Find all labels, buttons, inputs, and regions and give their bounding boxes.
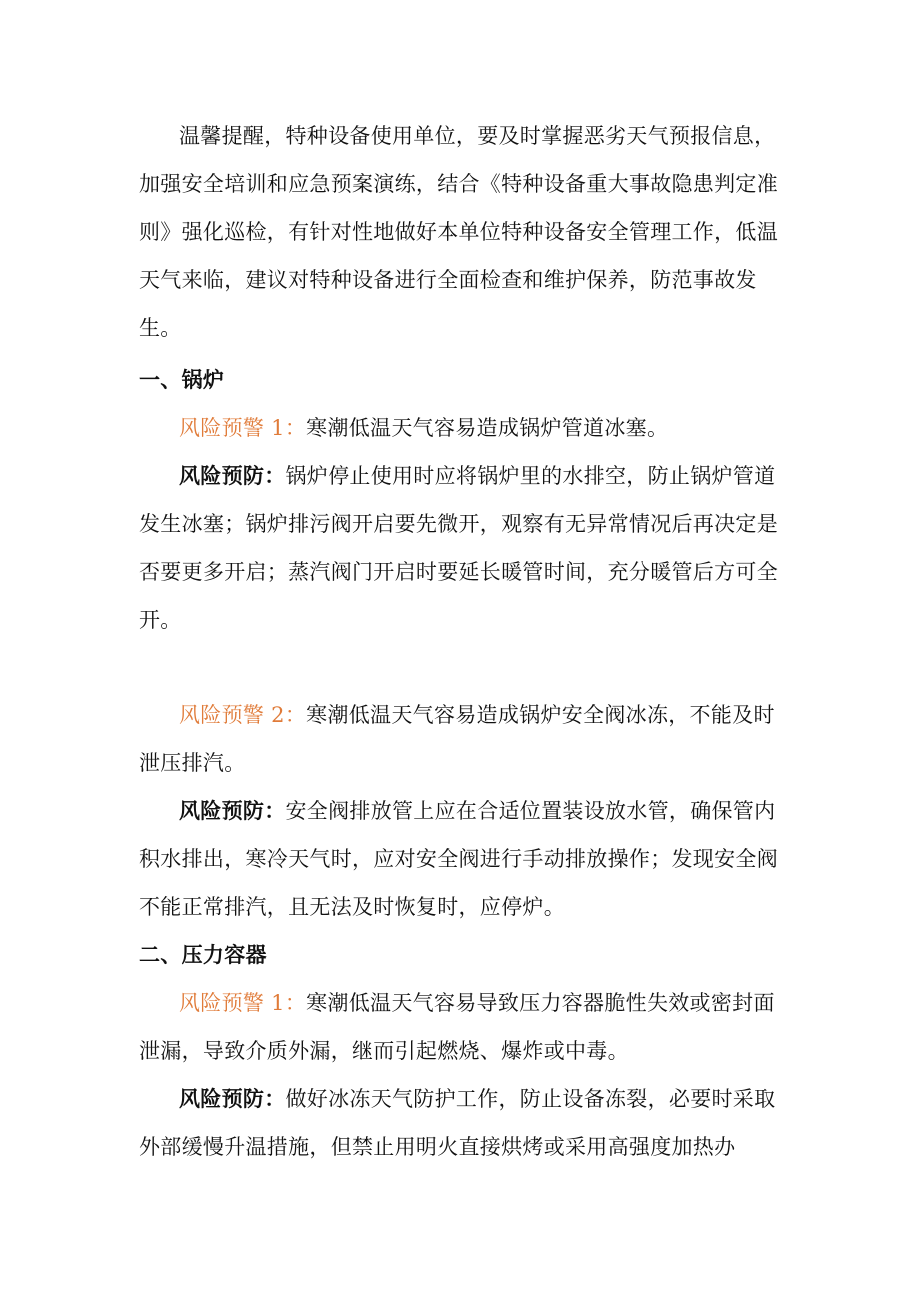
risk-prevention-1-pressure-vessel bbox=[139, 1075, 789, 1171]
risk-warning-1-boiler bbox=[139, 404, 789, 452]
risk-prevention-label: 风险预防： bbox=[179, 463, 286, 488]
risk-prevention-text: 做好冰冻天气防护工作，防止设备冻裂，必要时采取外部缓慢升温措施，但禁止用明火直接烘烤或采用高强度加热办 bbox=[139, 1087, 776, 1159]
risk-warning-text: 寒潮低温天气容易导致压力容器脆性失效或密封面泄漏，导致介质外漏，继而引起燃烧、爆炸或中毒。 bbox=[139, 991, 775, 1063]
risk-prevention-text: 锅炉停止使用时应将锅炉里的水排空，防止锅炉管道发生冰塞；锅炉排污阀开启要先微开，观察有无异常情况后再决定是否要更多开启；蒸汽阀门开启时要延长暖管时间，充分暖管后方可全开。 bbox=[139, 464, 778, 632]
risk-warning-1-pressure-vessel bbox=[139, 979, 789, 1075]
risk-warning-2-boiler bbox=[139, 691, 789, 787]
risk-prevention-label: 风险预防： bbox=[179, 798, 286, 823]
section-heading-boiler: 一、锅炉 bbox=[139, 367, 225, 392]
risk-warning-label: 风险预警 1： bbox=[179, 991, 307, 1015]
risk-warning-label: 风险预警 1： bbox=[179, 416, 307, 440]
intro-paragraph bbox=[139, 112, 789, 352]
risk-prevention-label: 风险预防： bbox=[179, 1086, 286, 1111]
section-heading-pressure-vessel: 二、压力容器 bbox=[139, 942, 267, 967]
risk-prevention-text: 安全阀排放管上应在合适位置装设放水管，确保管内积水排出，寒冷天气时，应对安全阀进行手动排放操作；发现安全阀不能正常排汽，且无法及时恢复时，应停炉。 bbox=[139, 799, 778, 919]
risk-warning-text: 寒潮低温天气容易造成锅炉安全阀冰冻，不能及时泄压排汽。 bbox=[139, 703, 775, 775]
risk-prevention-2-boiler bbox=[139, 787, 789, 931]
risk-warning-text: 寒潮低温天气容易造成锅炉管道冰塞。 bbox=[306, 416, 669, 440]
intro-text: 温馨提醒，特种设备使用单位，要及时掌握恶劣天气预报信息，加强安全培训和应急预案演练，结合《特种设备重大事故隐患判定准则》强化巡检，有针对性地做好本单位特种设备安全管理工作，低温天气来临，建议对特种设备进行全面检查和维护保养，防范事故发生。 bbox=[139, 124, 778, 340]
risk-prevention-1-boiler bbox=[139, 452, 789, 644]
risk-warning-label: 风险预警 2： bbox=[179, 703, 307, 727]
